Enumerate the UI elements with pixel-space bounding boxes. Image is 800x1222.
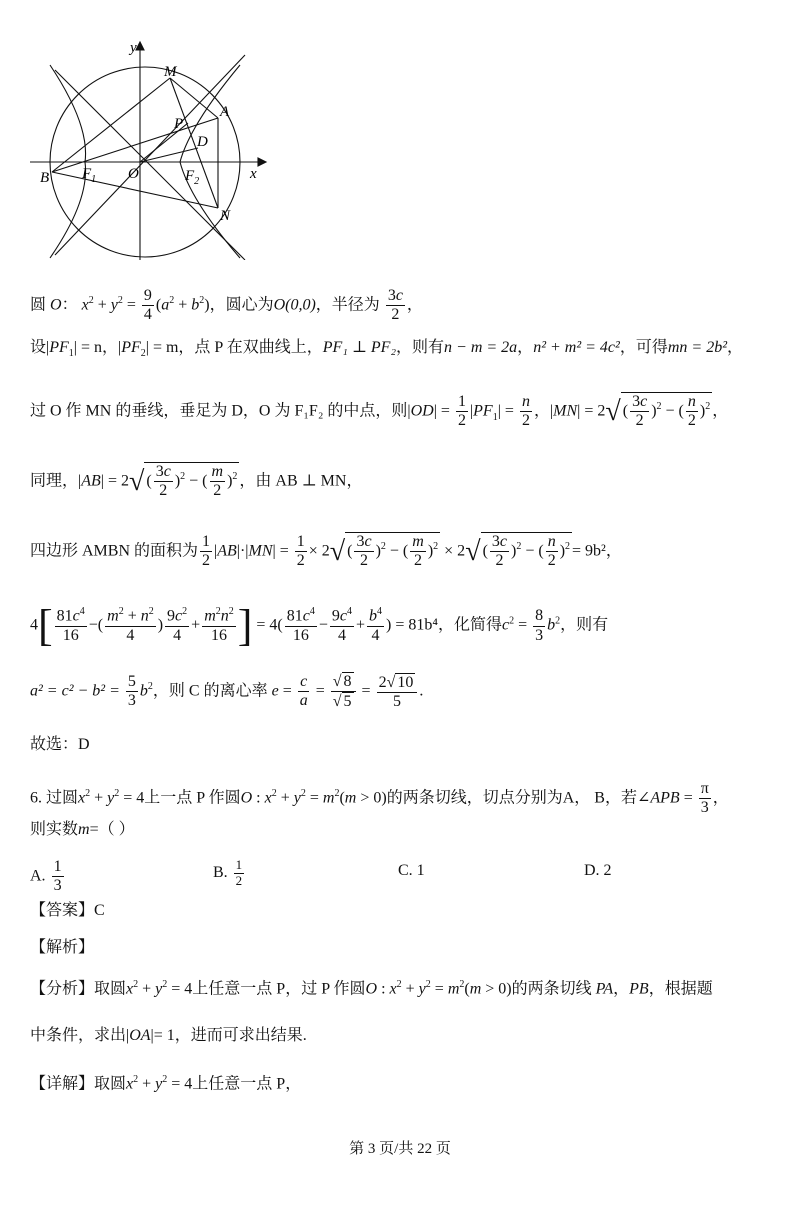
label-D: D xyxy=(197,134,208,150)
option-a[interactable]: A. $\frac{1}{3}$ xyxy=(30,858,62,895)
segment-BM xyxy=(52,78,170,172)
answer-tag: 【答案】C xyxy=(30,902,105,919)
option-c[interactable]: C. 1 xyxy=(398,862,425,879)
analysis-line-2: 中条件，求出|OA|= 1，进而可求出结果. xyxy=(30,1027,307,1044)
simplify-line: 4[ $\frac{81c^4}{16}$ −( $\frac{m^2 + n^2}{4}$ ) $\frac{9c^2}{4}$ + $\frac{m^2n^2}{16}$ ] = 4( $\frac{81c^4}{16}$ − $\frac{9c^4}{4}$ + $\frac{b^4}{4}$ ) = 81b⁴，化简得$c^2$ = $\frac{8}{3}$ $b^2$，则有 xyxy=(30,601,609,650)
label-N: N xyxy=(220,208,231,224)
detail-line: 【详解】取圆$x^2 + y^2 = 4$上任意一点 P， xyxy=(30,1074,302,1093)
label-A: A xyxy=(220,104,230,120)
question-6-line: 6. 过圆$x^2 + y^2 = 4$上一点 P 作圆O : $x^2 + y^2 = m^2(m > 0)$的两条切线，切点分别为A， B，若∠APB = $\frac{\pi}{3}$ ， xyxy=(30,780,729,817)
asymptote-2 xyxy=(55,70,245,260)
option-d[interactable]: D. 2 xyxy=(584,862,612,879)
circle-equation-line: 圆 O： $x^2 + y^2$ = $\frac{9}{4}$ $(a^2 + b^2)$，圆心为O(0,0)，半径为 $\frac{3c}{2}$ ， xyxy=(30,287,423,324)
x-axis-arrow xyxy=(258,158,266,166)
label-F2: $F_2$ xyxy=(185,168,200,187)
eccentricity-line: a² = c² − b² = $\frac{5}{3}$ $b^2$，则 C 的离心率 e = $\frac{c}{a}$ = $\frac{√ 8}{√ 5}$ = $\frac{2√ 10}{5}$ . xyxy=(30,673,424,711)
analysis-line-1: 【分析】取圆$x^2 + y^2 = 4$上任意一点 P，过 P 作圆O : $x^2 + y^2 = m^2(m > 0)$的两条切线 PA，PB，根据题 xyxy=(30,979,713,998)
label-M: M xyxy=(164,64,177,80)
question-6-ask: 则实数m=（ ） xyxy=(30,821,135,838)
label-P: P xyxy=(174,116,184,132)
area-line: 四边形 AMBN 的面积为 $\frac{1}{2}$ |AB|·|MN| = $\frac{1}{2}$ × 2√ ( $\frac{3c}{2}$ )$^2$ − ( $\frac{m}{2}$ )$^2$ × 2√ ( $\frac{3c}{2}$ )$^2$ − ( $\frac{n}{2}$ )$^2$ = 9b²， xyxy=(30,533,622,570)
page-footer: 第 3 页/共 22 页 xyxy=(349,1141,451,1157)
perpendicular-line: 过 O 作 MN 的垂线，垂足为 D，O 为 F₁F₂ 的中点，则|OD| = $\frac{1}{2}$ $|PF_1|$ = $\frac{n}{2}$ ，|MN| = 2√ ( $\frac{3c}{2}$ )$^2$ − ( $\frac{n}{2}$ )$^2$ ， xyxy=(30,393,729,430)
similarly-line: 同理，|AB| = 2√ ( $\frac{3c}{2}$ )$^2$ − ( $\frac{m}{2}$ )$^2$ ，由 AB ⊥ MN， xyxy=(30,463,363,500)
label-B: B xyxy=(40,170,50,186)
y-axis-arrow xyxy=(136,42,144,50)
segment-BA xyxy=(52,118,218,172)
label-O: O xyxy=(128,166,139,182)
geometry-figure xyxy=(30,30,280,260)
label-y: y xyxy=(130,40,137,56)
label-F1: $F_1$ xyxy=(82,166,97,185)
answer-choice-line: 故选：D xyxy=(30,736,90,753)
label-x: x xyxy=(250,166,257,182)
analysis-tag: 【解析】 xyxy=(30,939,95,956)
option-b[interactable]: B. $\frac{1}{2}$ xyxy=(213,857,243,888)
setup-line: 设$|PF_1| = n$，$|PF_2| = m$，点 P 在双曲线上，PF₁ ⊥ PF₂，则有n − m = 2a，n² + m² = 4c²，可得mn = 2b²， xyxy=(30,339,744,360)
